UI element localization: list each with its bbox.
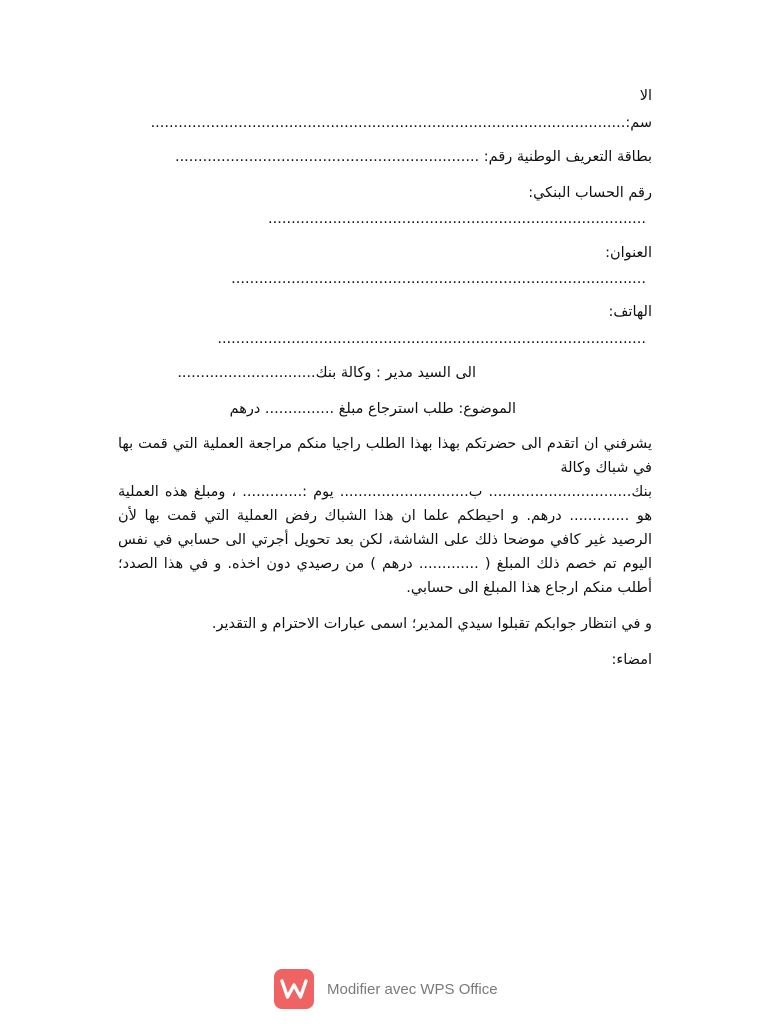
body-paragraph-1: يشرفني ان اتقدم الى حضرتكم بهذا بهذا الطلب راجيا منكم مراجعة العملية التي قمت بها في شباك وكالة	[118, 436, 652, 476]
name-dots: .......................................................................................................	[150, 115, 626, 131]
wps-edit-banner[interactable]	[274, 968, 498, 1010]
id-card-dots: ..................................................................	[174, 149, 480, 165]
name-label-line-1: الا	[639, 88, 652, 104]
bank-account-dots: ..................................................................................	[268, 211, 646, 227]
id-card-label: بطاقة التعريف الوطنية رقم:	[483, 149, 652, 165]
wps-office-logo-icon[interactable]	[274, 969, 314, 1009]
addressee-dots: ..............................	[177, 365, 316, 381]
addressee-text: الى السيد مدير : وكالة بنك	[315, 365, 476, 381]
address-dots: ..........................................................................................	[231, 271, 646, 287]
body-paragraph-2: بنك............................... ب............................ يوم :............. ، ومبلغ هذه العملية هو ............. درهم. و احيطكم علما ان هذا الشباك رفض العملية التي قمت بها لأن الرصيد غير كافي موضحا ذلك على الشاشة، لكن بعد تحويل أجرتي الى حسابي في نفس اليوم تم خصم ذلك المبلغ ( ............. درهم ) من رصيدي دون اخذه. و في هذا الصدد؛ أطلب منكم ارجاع هذا المبلغ الى حسابي.	[118, 484, 652, 596]
letter-body	[118, 432, 652, 600]
phone-dots: .............................................................................................	[217, 331, 646, 347]
bank-account-label: رقم الحساب البنكي:	[528, 185, 652, 201]
addressee-row	[120, 363, 476, 383]
subject-line: الموضوع: طلب استرجاع مبلغ ............... درهم	[229, 401, 516, 417]
name-row	[120, 113, 652, 133]
wps-edit-label[interactable]: Modifier avec WPS Office	[327, 980, 498, 998]
closing-line: و في انتظار جوابكم تقبلوا سيدي المدير؛ اسمى عبارات الاحترام و التقدير.	[211, 616, 652, 632]
id-card-row	[120, 147, 652, 167]
signature-label: امضاء:	[611, 652, 652, 668]
address-label: العنوان:	[605, 245, 652, 261]
name-label-line-2: سم:	[625, 115, 652, 131]
phone-label: الهاتف:	[608, 304, 652, 320]
